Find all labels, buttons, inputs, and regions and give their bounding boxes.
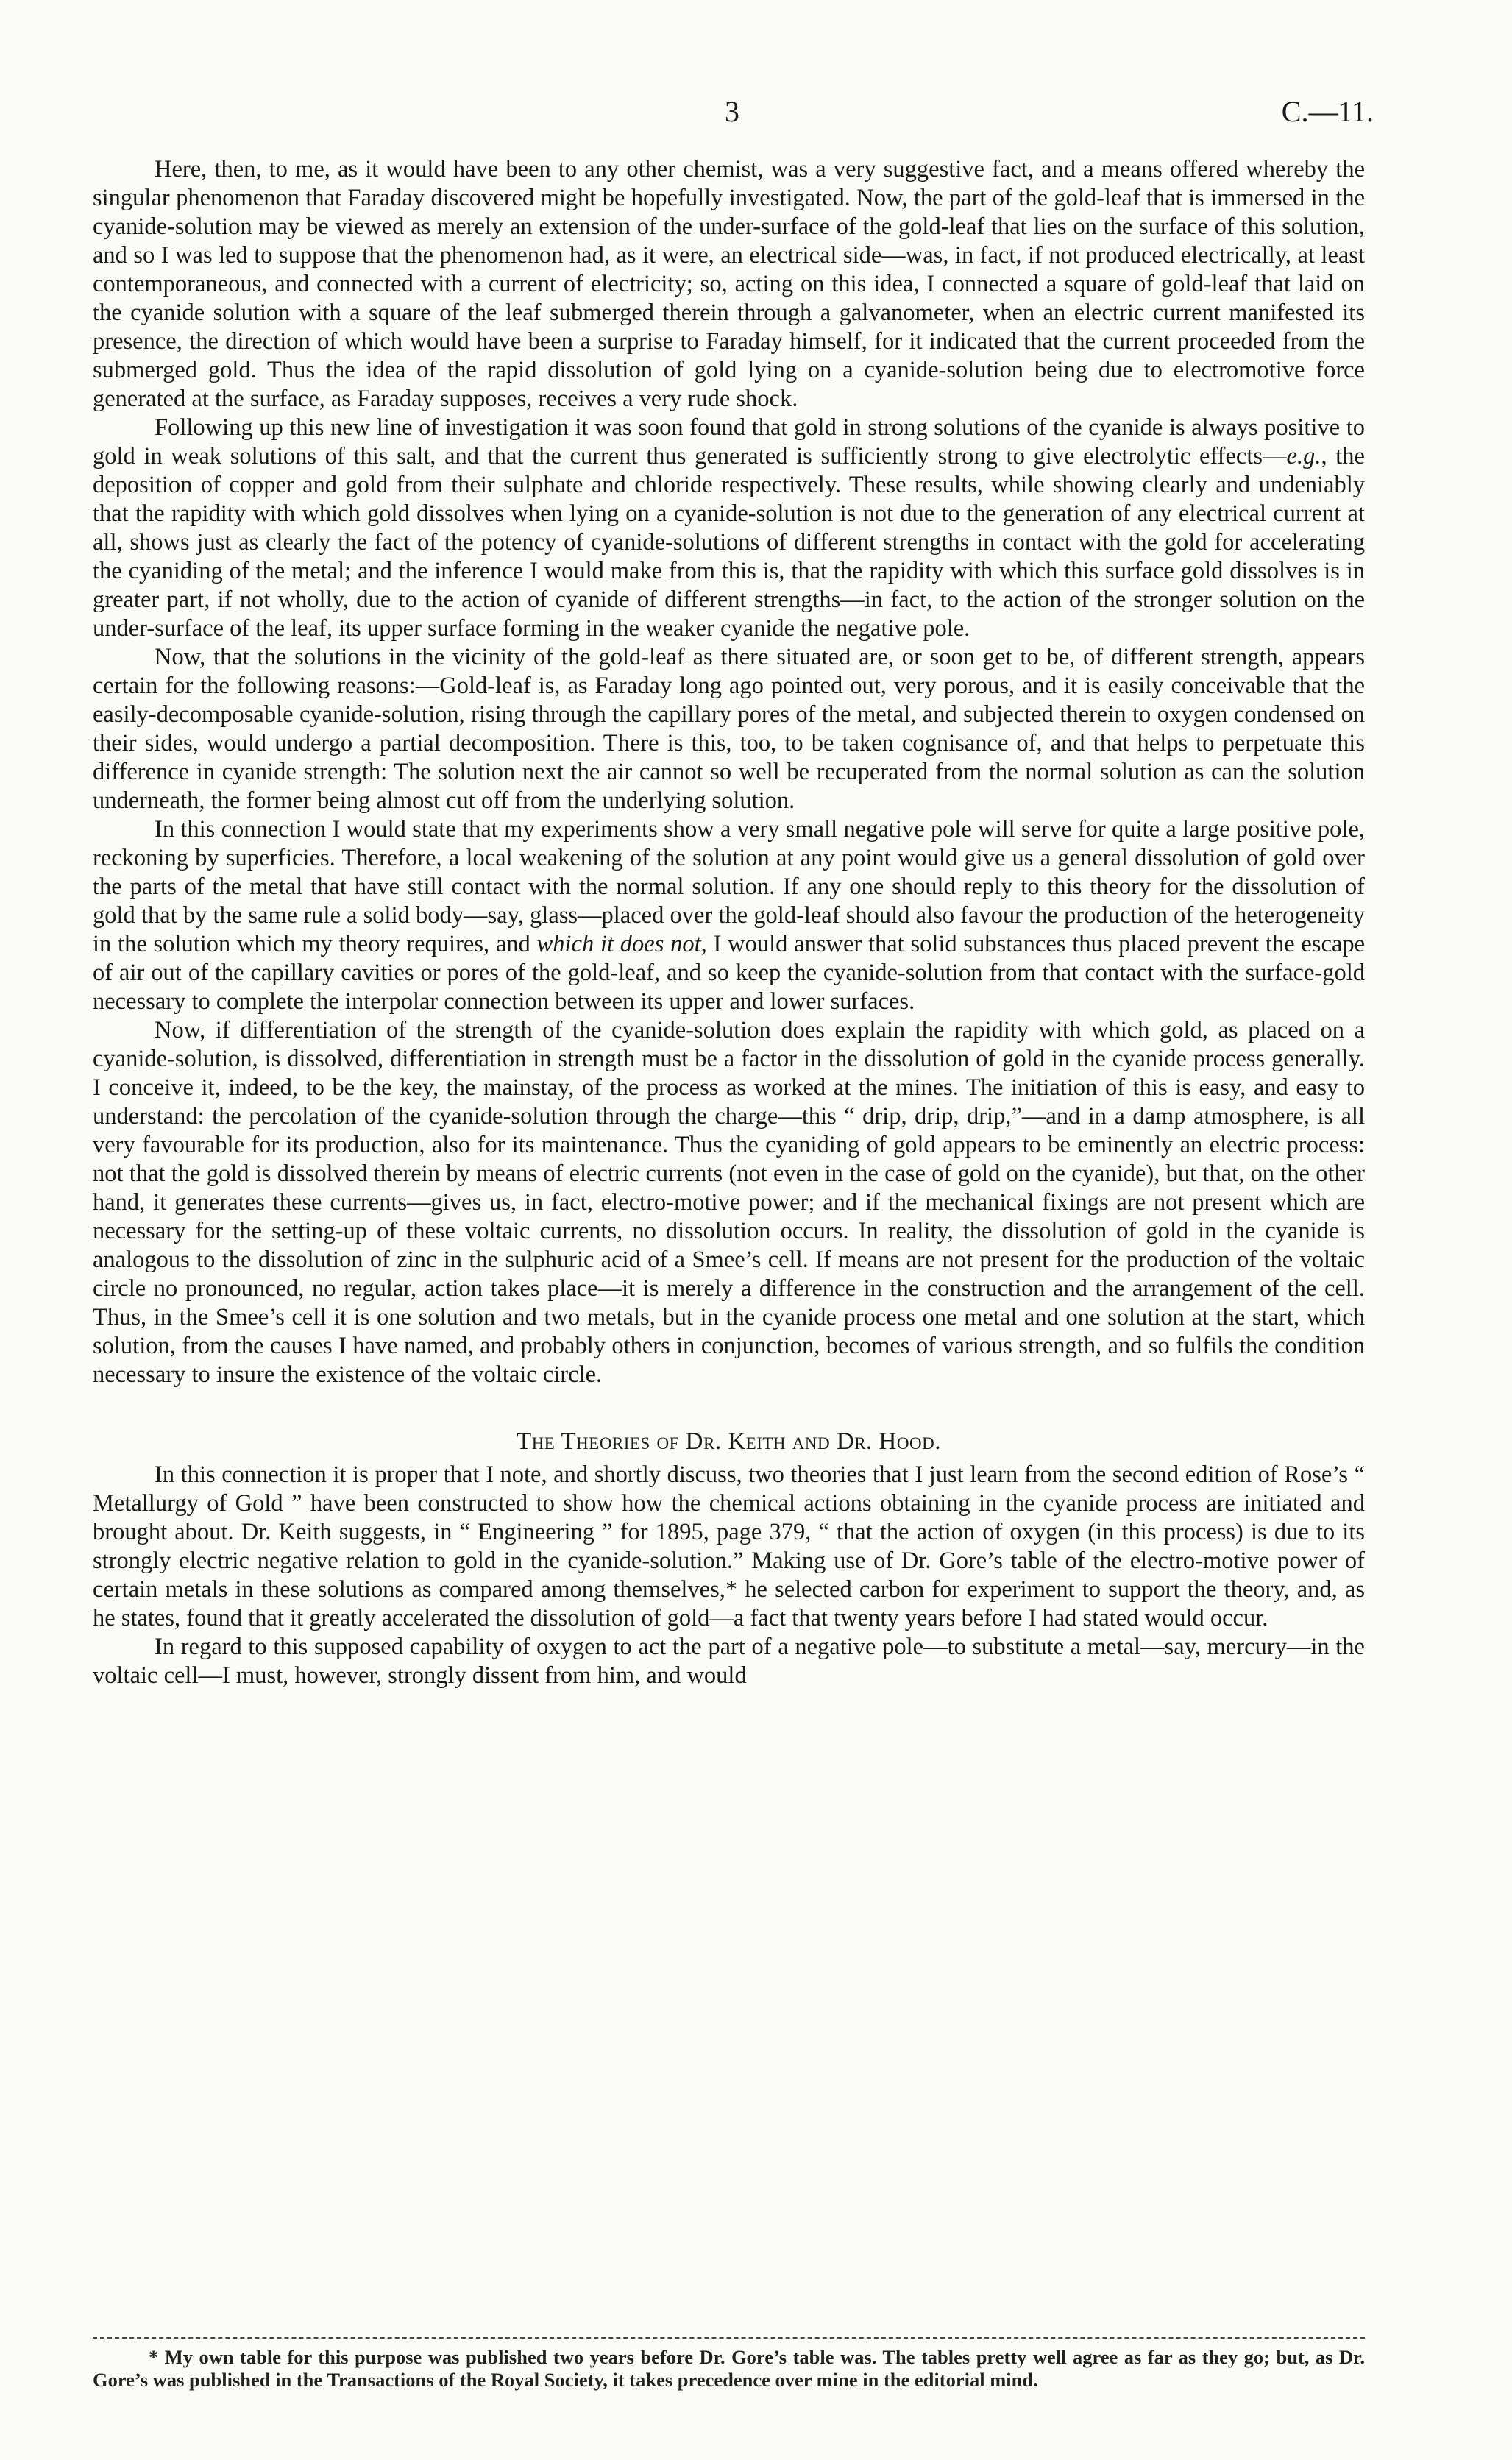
- paragraph-4: In this connection I would state that my experiments show a very small negative pole will serve for quite a large positive pole, reckoning by superficies. Therefore, a local weakening of the solution at any point would give us a general dissolution of gold over the parts of the metal that have still contact with the normal solution. If any one should reply to this theory for the dissolution of gold that by the same rule a solid body—say, glass—placed over the gold-leaf should also favour the production of the heterogeneity in the solution which my theory requires, and which it does not, I would answer that solid substances thus placed prevent the escape of air out of the capillary cavities or pores of the gold-leaf, and so keep the cyanide-solution from that contact with the surface-gold necessary to complete the interpolar connection between its upper and lower surfaces.: [93, 816, 1365, 1015]
- footnote-divider: [93, 2337, 1365, 2339]
- page-header: [0, 94, 1512, 138]
- italic-eg: e.g.: [1286, 443, 1321, 469]
- paragraph-3: Now, that the solutions in the vicinity of the gold-leaf as there situated are, or soon get to be, of different strength, appears certain for the following reasons:—Gold-leaf is, as Faraday long ago pointed out, very porous, and it is easily conceivable that the easily-decomposable cyanide-solution, rising through the capillary pores of the metal, and subjected therein to oxygen condensed on their sides, would undergo a partial decomposition. There is this, too, to be taken cognisance of, and that helps to perpetuate this difference in cyanide strength: The solution next the air cannot so well be recuperated from the normal solution as can the solution underneath, the former being almost cut off from the underlying solution.: [93, 644, 1365, 814]
- page-number: 3: [725, 95, 739, 128]
- italic-emphasis: which it does not: [536, 931, 701, 957]
- body-text: [93, 155, 1365, 1690]
- document-code: C.—11.: [1281, 95, 1374, 128]
- section-heading: The Theories of Dr. Keith and Dr. Hood.: [517, 1428, 941, 1455]
- footnote: * My own table for this purpose was published two years before Dr. Gore’s table was. The tables pretty well agree as far as they go; but, as Dr. Gore’s was published in the Transactions of the Royal Society, it takes precedence over mine in the editorial mind.: [93, 2346, 1365, 2391]
- section-paragraph-2: In regard to this supposed capability of oxygen to act the part of a negative pole—to substitute a metal—say, mercury—in the voltaic cell—I must, however, strongly dissent from him, and would: [93, 1634, 1365, 1689]
- paragraph-1: Here, then, to me, as it would have been to any other chemist, was a very suggestive fact, and a means offered whereby the singular phenomenon that Faraday discovered might be hopefully investigated. Now, the part of the gold-leaf that is immersed in the cyanide-solution may be viewed as merely an extension of the under-surface of the gold-leaf that lies on the surface of this solution, and so I was led to suppose that the phenomenon had, as it were, an electrical side—was, in fact, if not produced electrically, at least contemporaneous, and connected with a current of electricity; so, acting on this idea, I connected a square of gold-leaf that laid on the cyanide solution with a square of the leaf submerged therein through a galvanometer, when an electric current manifested its presence, the direction of which would have been a surprise to Faraday himself, for it indicated that the current proceeded from the submerged gold. Thus the idea of the rapid dissolution of gold lying on a cyanide-solution being due to electromotive force generated at the surface, as Faraday supposes, receives a very rude shock.: [93, 156, 1365, 412]
- section-paragraph-1: In this connection it is proper that I note, and shortly discuss, two theories that I just learn from the second edition of Rose’s “ Metallurgy of Gold ” have been constructed to show how the chemical actions obtaining in the cyanide process are initiated and brought about. Dr. Keith suggests, in “ Engineering ” for 1895, page 379, “ that the action of oxygen (in this process) is due to its strongly electric negative relation to gold in the cyanide-solution.” Making use of Dr. Gore’s table of the electro-motive power of certain metals in these solutions as compared among themselves,* he selected carbon for experiment to support the theory, and, as he states, found that it greatly accelerated the dissolution of gold—a fact that twenty years before I had stated would occur.: [93, 1461, 1365, 1631]
- paragraph-5: Now, if differentiation of the strength of the cyanide-solution does explain the rapidity with which gold, as placed on a cyanide-solution, is dissolved, differentiation in strength must be a factor in the dissolution of gold in the cyanide process generally. I conceive it, indeed, to be the key, the mainstay, of the process as worked at the mines. The initiation of this is easy, and easy to understand: the percolation of the cyanide-solution through the charge—this “ drip, drip, drip,”—and in a damp atmosphere, is all very favourable for its production, also for its maintenance. Thus the cyaniding of gold appears to be eminently an electric process: not that the gold is dissolved therein by means of electric currents (not even in the case of gold on the cyanide), but that, on the other hand, it generates these currents—gives us, in fact, electro-motive power; and if the mechanical fixings are not present which are necessary for the setting-up of these voltaic currents, no dissolution occurs. In reality, the dissolution of gold in the cyanide is analogous to the dissolution of zinc in the sulphuric acid of a Smee’s cell. If means are not present for the production of the voltaic circle no pronounced, no regular, action takes place—it is merely a difference in the construction and the arrangement of the cell. Thus, in the Smee’s cell it is one solution and two metals, but in the cyanide process one metal and one solution at the start, which solution, from the causes I have named, and probably others in conjunction, becomes of various strength, and so fulfils the condition necessary to insure the existence of the voltaic circle.: [93, 1017, 1365, 1388]
- paragraph-2: Following up this new line of investigation it was soon found that gold in strong solutions of the cyanide is always positive to gold in weak solutions of this salt, and that the current thus generated is sufficiently strong to give electrolytic effects—e.g., the deposition of copper and gold from their sulphate and chloride respectively. These results, while showing clearly and undeniably that the rapidity with which gold dissolves when lying on a cyanide-solution is not due to the generation of any electrical current at all, shows just as clearly the fact of the potency of cyanide-solutions of different strengths in contact with the gold for accelerating the cyaniding of the metal; and the inference I would make from this is, that the rapidity with which this surface gold dissolves is in greater part, if not wholly, due to the action of cyanide of different strengths—in fact, to the action of the stronger solution on the under-surface of the leaf, its upper surface forming in the weaker cyanide the negative pole.: [93, 414, 1365, 642]
